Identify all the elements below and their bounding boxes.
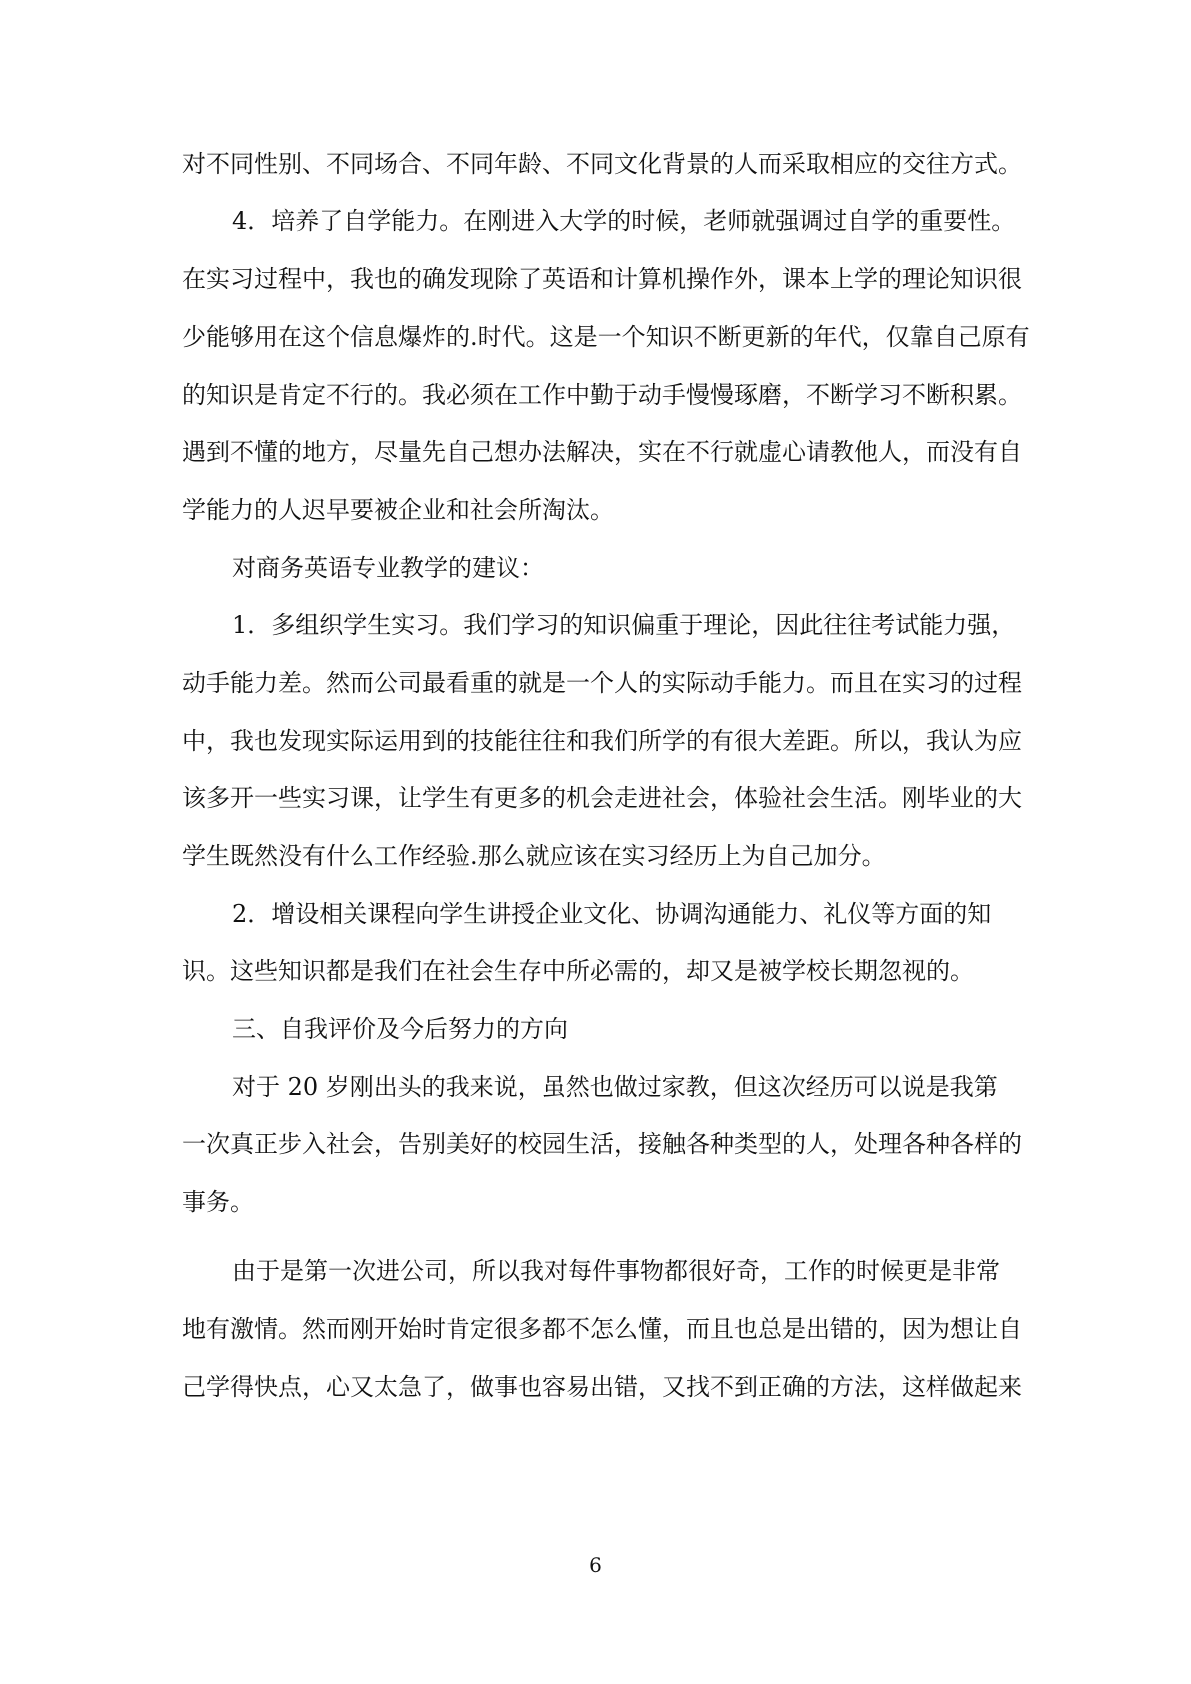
text-line: 2．增设相关课程向学生讲授企业文化、协调沟通能力、礼仪等方面的知 — [232, 900, 992, 928]
text-line: 动手能力差。然而公司最看重的就是一个人的实际动手能力。而且在实习的过程 — [182, 669, 1022, 697]
section-heading: 三、自我评价及今后努力的方向 — [232, 1015, 568, 1043]
text-line: 事务。 — [182, 1188, 254, 1216]
text-line: 的知识是肯定不行的。我必须在工作中勤于动手慢慢琢磨，不断学习不断积累。 — [182, 381, 1022, 409]
text-line: 学生既然没有什么工作经验.那么就应该在实习经历上为自己加分。 — [182, 842, 886, 870]
text-line: 对于 20 岁刚出头的我来说，虽然也做过家教，但这次经历可以说是我第 — [232, 1073, 998, 1101]
text-line: 该多开一些实习课，让学生有更多的机会走进社会，体验社会生活。刚毕业的大 — [182, 784, 1022, 812]
text-line: 少能够用在这个信息爆炸的.时代。这是一个知识不断更新的年代，仅靠自己原有 — [182, 323, 1030, 351]
text-line: 一次真正步入社会，告别美好的校园生活，接触各种类型的人，处理各种各样的 — [182, 1130, 1022, 1158]
page-number: 6 — [589, 1553, 602, 1577]
text-line: 学能力的人迟早要被企业和社会所淘汰。 — [182, 496, 614, 524]
text-line: 由于是第一次进公司，所以我对每件事物都很好奇，工作的时候更是非常 — [232, 1257, 1000, 1285]
text-line: 4．培养了自学能力。在刚进入大学的时候，老师就强调过自学的重要性。 — [232, 207, 1016, 235]
section-heading: 对商务英语专业教学的建议： — [232, 554, 544, 582]
text-line: 地有激情。然而刚开始时肯定很多都不怎么懂，而且也总是出错的，因为想让自 — [182, 1315, 1022, 1343]
text-line: 1．多组织学生实习。我们学习的知识偏重于理论，因此往往考试能力强， — [232, 611, 1016, 639]
text-line: 对不同性别、不同场合、不同年龄、不同文化背景的人而采取相应的交往方式。 — [182, 150, 1022, 178]
text-line: 己学得快点，心又太急了，做事也容易出错，又找不到正确的方法，这样做起来 — [182, 1373, 1022, 1401]
text-line: 中，我也发现实际运用到的技能往往和我们所学的有很大差距。所以，我认为应 — [182, 727, 1022, 755]
text-line: 识。这些知识都是我们在社会生存中所必需的，却又是被学校长期忽视的。 — [182, 957, 974, 985]
text-line: 在实习过程中，我也的确发现除了英语和计算机操作外，课本上学的理论知识很 — [182, 265, 1022, 293]
text-line: 遇到不懂的地方，尽量先自己想办法解决，实在不行就虚心请教他人，而没有自 — [182, 438, 1022, 466]
